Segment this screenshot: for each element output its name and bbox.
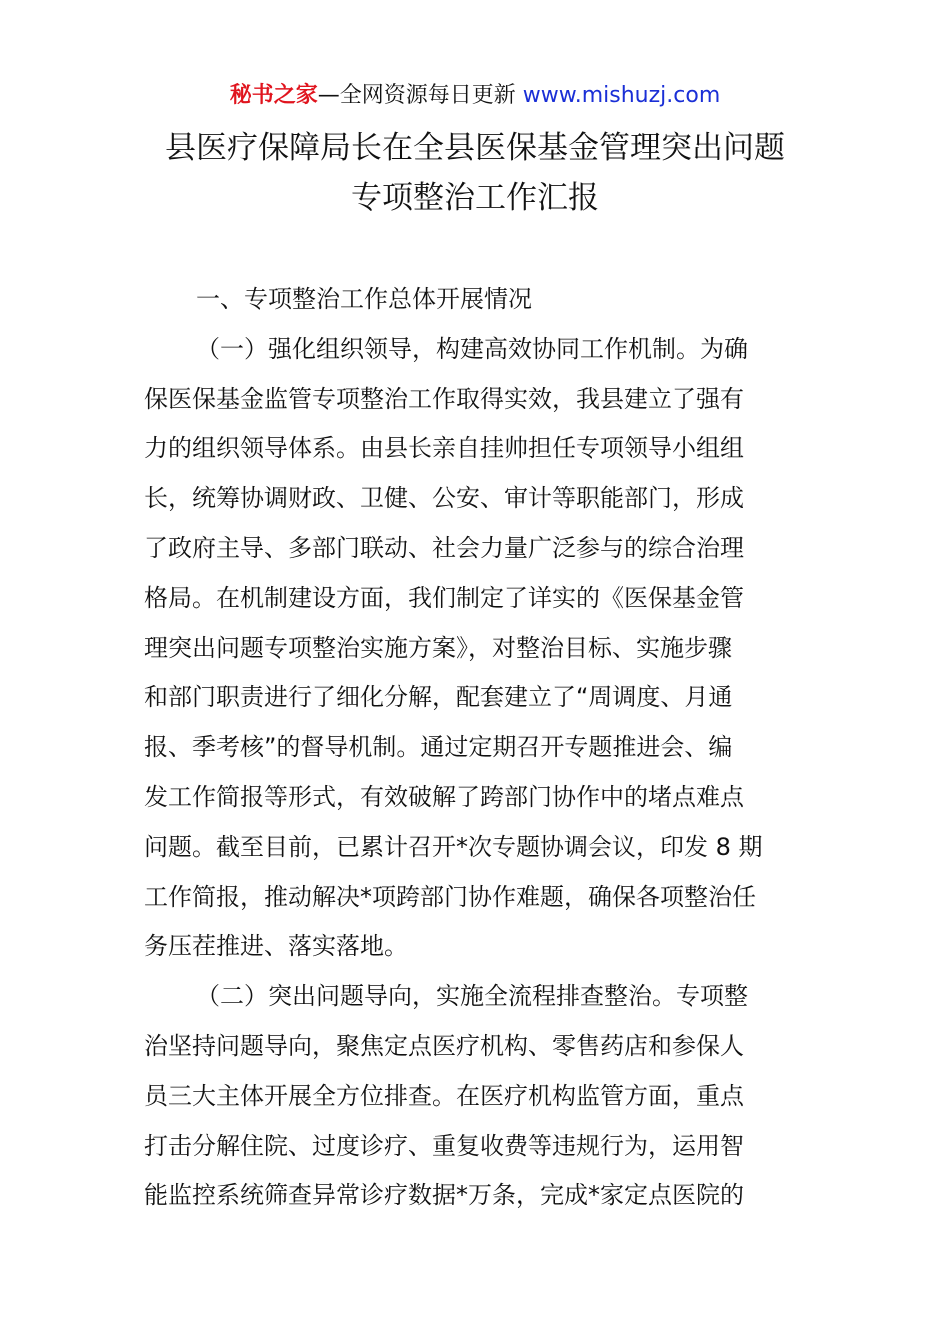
paragraph-2 xyxy=(144,972,814,1221)
paragraph-line: 治坚持问题导向，聚焦定点医疗机构、零售药店和参保人 xyxy=(144,1031,744,1060)
site-brand: 秘书之家 xyxy=(229,83,318,108)
paragraph-line: 打击分解住院、过度诊疗、重复收费等违规行为，运用智 xyxy=(144,1131,744,1160)
paragraph-line: 力的组织领导体系。由县长亲自挂帅担任专项领导小组组 xyxy=(144,434,744,463)
paragraph-line: 和部门职责进行了细化分解，配套建立了“周调度、月通 xyxy=(144,683,733,712)
paragraph-line: 保医保基金监管专项整治工作取得实效，我县建立了强有 xyxy=(144,384,744,413)
paragraph-line: 能监控系统筛查异常诊疗数据*万条，完成*家定点医院的 xyxy=(144,1181,744,1210)
site-url-link[interactable]: www.mishuzj.com xyxy=(522,83,721,108)
section-heading: 一、专项整治工作总体开展情况 xyxy=(196,285,532,313)
paragraph-line: 工作简报，推动解决*项跨部门协作难题，确保各项整治任 xyxy=(144,882,756,911)
paragraph-line: 员三大主体开展全方位排查。在医疗机构监管方面，重点 xyxy=(144,1081,744,1110)
paragraph-line: （二）突出问题导向，实施全流程排查整治。专项整 xyxy=(196,982,748,1011)
site-tagline: —全网资源每日更新 xyxy=(317,83,523,108)
paragraph-line: （一）强化组织领导，构建高效协同工作机制。为确 xyxy=(196,334,748,363)
paragraph-line: 报、季考核”的督导机制。通过定期召开专题推进会、编 xyxy=(144,733,733,762)
paragraph-line: 问题。截至目前，已累计召开*次专题协调会议，印发 8 期 xyxy=(144,832,763,861)
paragraph-1 xyxy=(144,325,814,972)
paragraph-line: 格局。在机制建设方面，我们制定了详实的《医保基金管 xyxy=(144,583,744,612)
site-header xyxy=(0,80,950,112)
paragraph-line: 发工作简报等形式，有效破解了跨部门协作中的堵点难点 xyxy=(144,782,744,811)
paragraph-line: 长，统筹协调财政、卫健、公安、审计等职能部门，形成 xyxy=(144,484,744,513)
paragraph-line: 了政府主导、多部门联动、社会力量广泛参与的综合治理 xyxy=(144,533,744,562)
document-title-line-1: 县医疗保障局长在全县医保基金管理突出问题 xyxy=(165,130,785,166)
paragraph-line: 理突出问题专项整治实施方案》，对整治目标、实施步骤 xyxy=(144,633,732,662)
document-title-line-2: 专项整治工作汇报 xyxy=(351,180,599,216)
document-body xyxy=(144,275,814,1221)
paragraph-line: 务压茬推进、落实落地。 xyxy=(144,932,408,961)
